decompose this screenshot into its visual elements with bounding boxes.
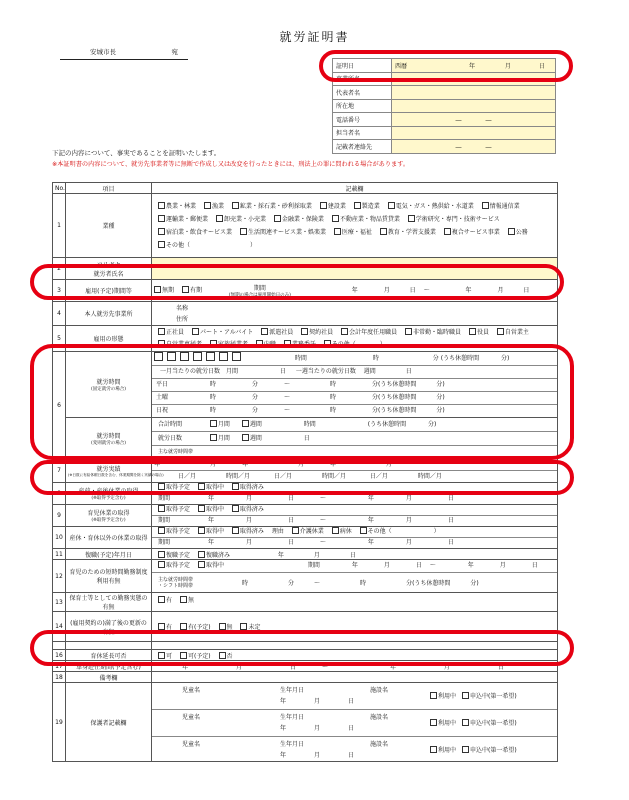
maternity-options[interactable]: 取得予定 取得中 取得済み: [152, 483, 557, 494]
industry-option[interactable]: 学術研究・専門・技術サービス: [408, 213, 500, 226]
row-label: 業種: [66, 194, 152, 258]
furigana-label: フリガナ: [96, 261, 121, 269]
monthly-days-label: 一月当たりの就労日数: [160, 368, 221, 375]
hours-row-weekday[interactable]: 平日 時 分 ～ 時 分(うち休憩時間 分): [152, 379, 557, 392]
hours-row-holiday[interactable]: 日祝 時 分 ～ 時 分(うち休憩時間 分): [152, 405, 557, 417]
industry-options: [152, 194, 558, 258]
childcare-leave-block: [152, 505, 558, 527]
workplace-name-label: 名称: [176, 304, 189, 312]
row-label: 雇用(予定)期間等: [66, 280, 152, 302]
type-option[interactable]: 役員: [469, 327, 489, 339]
work-record-label: 就労実績: [96, 465, 121, 473]
era-label: 西暦: [395, 62, 408, 70]
weekly-days-label: 一週当たりの就労日数: [295, 368, 356, 375]
cert-row: [333, 140, 556, 154]
row-no: 12: [53, 560, 66, 593]
work-record-months[interactable]: 年 月 年 月 年 月: [152, 459, 557, 471]
type-option[interactable]: 正社員: [158, 327, 184, 339]
workplace-field[interactable]: [152, 302, 558, 326]
var-days-row[interactable]: 就労日数 月間 週間 日: [152, 432, 557, 446]
var-hours-sub: (変則就労の場合): [90, 440, 126, 446]
highlight-oval-renewal: [30, 630, 574, 666]
day-label: 日: [523, 287, 530, 294]
short-time-block: [152, 560, 558, 593]
period-label: 期間 (無期の場合は雇用開始日のみ): [228, 285, 291, 298]
year-label: 年: [465, 287, 472, 294]
fixed-hours-sub: (固定就労の場合): [90, 387, 126, 392]
industry-option[interactable]: 製造業: [354, 200, 380, 213]
industry-option[interactable]: 鉱業・採石業・砂利採取業: [232, 200, 312, 213]
hours-row-saturday[interactable]: 土曜 時 分 ～ 時 分(うち休憩時間 分): [152, 392, 557, 405]
row-10: [53, 527, 558, 549]
highlight-oval-cert-date: [319, 50, 573, 82]
industry-option[interactable]: 複合サービス事業: [444, 226, 500, 239]
other-leave-block: [152, 527, 558, 549]
year-label: 年: [351, 287, 358, 294]
month-label: 月: [504, 62, 511, 70]
cert-label: 電話番号: [333, 113, 392, 127]
addressee: [60, 47, 188, 60]
industry-option[interactable]: 教育・学習支援業: [380, 226, 436, 239]
child-entry[interactable]: 児童名 生年月日 施設名 年 月 日 利用中 申込中(第一希望): [152, 710, 557, 737]
row-label: 雇用の形態: [66, 326, 152, 352]
childcare-period[interactable]: 期間 年 月 日 ～ 年 月 日: [158, 517, 454, 524]
cert-value[interactable]: [392, 99, 556, 113]
row-label: 保護者記載欄: [66, 683, 152, 762]
cert-label: 担当者名: [333, 126, 392, 140]
row-label: 育児休業の取得 (※取得予定含む): [66, 505, 152, 527]
row-no: 5: [53, 326, 66, 352]
row-label: 保育士等としての勤務実態の有無: [66, 593, 152, 612]
row-label: 備考欄: [66, 672, 152, 683]
row-no: 19: [53, 683, 66, 762]
row-label: 本人就労先事業所: [66, 302, 152, 326]
type-option[interactable]: パート・アルバイト: [192, 327, 253, 339]
work-record-sub: (※日数に有給休暇日数を含む、休業期間を除く実績の場合): [68, 472, 164, 477]
row-label: 育児のための短時間勤務制度利用有無: [66, 560, 152, 593]
fun-label: 分: [432, 355, 439, 362]
industry-option[interactable]: 農業・林業: [158, 200, 196, 213]
row-no: 3: [53, 280, 66, 302]
return-date[interactable]: 復職予定 復職済み 年 月 日: [152, 549, 558, 560]
opt-fixed[interactable]: 有期: [182, 285, 202, 294]
row-no: 7: [53, 459, 66, 483]
ji-label: 時: [372, 355, 379, 362]
industry-option[interactable]: 宿泊業・飲食サービス業: [158, 226, 232, 239]
type-option[interactable]: 非常勤・臨時職員: [405, 327, 461, 339]
cert-row: [333, 99, 556, 113]
row-label: 産前・産後休業の取得 (※取得予定含む): [66, 483, 152, 505]
renewal-options[interactable]: 有 有(予定) 無 未定: [152, 612, 558, 642]
type-option[interactable]: 内職: [256, 339, 276, 351]
row-label: 産休・育休以外の休業の取得: [66, 527, 152, 549]
document-title: 就労証明書: [279, 30, 350, 44]
industry-option[interactable]: 情報通信業: [482, 200, 520, 213]
day-label: 平日: [156, 381, 169, 388]
maternity-period[interactable]: 期間 年 月 日 ～ 年 月 日: [158, 495, 454, 502]
type-option[interactable]: 業務委託: [284, 339, 316, 351]
row-1: [53, 194, 558, 258]
var-days-label: 就労日数: [158, 435, 183, 442]
row-no: 2: [53, 258, 66, 280]
hours-label: 時間: [294, 355, 307, 362]
nichi-label: 日: [405, 368, 412, 375]
opt-indefinite[interactable]: 無期: [154, 285, 174, 294]
type-option[interactable]: その他（ ）: [324, 339, 386, 351]
industry-option[interactable]: その他（ ）: [158, 239, 256, 252]
single-assignment-period[interactable]: 年 月 日 ～ 年 月 日: [152, 661, 558, 672]
var-timeslot-row[interactable]: 主な就労時間帯: [158, 449, 194, 455]
nichi-label: 日: [279, 368, 286, 375]
row-13: [53, 593, 558, 612]
row-no: 10: [53, 527, 66, 549]
var-total-label: 合計時間: [158, 421, 183, 428]
header-no: No.: [53, 183, 66, 194]
type-option[interactable]: 家族従業者: [210, 339, 248, 351]
var-total-row[interactable]: 合計時間 月間 週間 時間 (うち休憩時間 分): [152, 418, 557, 432]
row-no: 18: [53, 672, 66, 683]
row-18: [53, 672, 558, 683]
type-option[interactable]: 派遣社員: [261, 327, 293, 339]
guardian-block: [152, 683, 558, 762]
highlight-oval-employment-period: [30, 264, 564, 300]
var-hours-label: 就労時間: [96, 432, 121, 440]
worker-name-label: 就労者氏名: [93, 270, 124, 278]
rest-label: (うち休憩時間: [440, 355, 480, 362]
addressee-suffix: 宛: [171, 48, 178, 56]
addressee-name: 安城市長: [90, 48, 116, 56]
rest-close: 分): [501, 355, 510, 362]
industry-option[interactable]: 医療・福祉: [334, 226, 372, 239]
type-option[interactable]: 会計年度任用職員: [341, 327, 397, 339]
other-leave-options[interactable]: 取得予定 取得中 取得済み 理由 介護休業 病休 その他（ ）: [152, 527, 557, 538]
industry-option[interactable]: 公務: [508, 226, 528, 239]
extension-options[interactable]: 可 可(予定) 否: [152, 650, 558, 661]
intro-text: 下記の内容について、事実であることを証明いたします。: [52, 149, 221, 157]
row-4: [53, 302, 558, 326]
nursery-staff-options[interactable]: 有 無: [152, 593, 558, 612]
child-entry[interactable]: 児童名 生年月日 施設名 年 月 日 利用中 申込中(第一希望): [152, 683, 557, 710]
row-no: 1: [53, 194, 66, 258]
cert-label: 記載者連絡先: [333, 140, 392, 154]
row-19: [53, 683, 558, 762]
row-no: 8: [53, 483, 66, 505]
industry-option[interactable]: 建設業: [320, 200, 346, 213]
highlight-oval-work-record: [30, 460, 574, 495]
remarks-field[interactable]: [152, 672, 558, 683]
cert-label: 所在地: [333, 99, 392, 113]
day-label: 日: [538, 62, 545, 70]
day-label: 日祝: [156, 407, 169, 414]
row-no: 14: [53, 612, 66, 642]
row-no: 6: [53, 352, 66, 459]
row-label: 単身赴任期間(予定含む): [66, 661, 152, 672]
row-label: 育休延長可否: [66, 650, 152, 661]
cert-label: 事業所名: [333, 72, 392, 86]
industry-option[interactable]: 漁業: [204, 200, 224, 213]
warning-text: ※本証明書の内容について、就労先事業者等に無断で作成し又は改変を行ったときには、刑法上の罪に問われる場合があります。: [52, 161, 410, 168]
fixed-hours-label: 就労時間: [96, 379, 121, 386]
row-no: 4: [53, 302, 66, 326]
cert-row: [333, 126, 556, 140]
year-label: 年: [468, 62, 475, 70]
row-no: 11: [53, 549, 66, 560]
childcare-options[interactable]: 取得予定 取得中 取得済み: [152, 505, 557, 516]
work-record-values[interactable]: 日／月 時間／月 日／月 時間／月 日／月 時間／月: [178, 473, 442, 480]
month-label: 月: [383, 287, 390, 294]
short-time-hours[interactable]: 主な就労時間帯 ・シフト時間帯 時 分 ～ 時 分 (うち休憩時間 分): [158, 576, 479, 589]
week-opt: 週間: [363, 368, 376, 375]
row-no: 17: [53, 661, 66, 672]
industry-option[interactable]: 運輸業・郵便業: [158, 213, 208, 226]
header-entry: 記載欄: [152, 183, 558, 194]
child-entry[interactable]: 児童名 生年月日 施設名 年 月 日 利用中 申込中(第一希望): [182, 741, 517, 759]
industry-option[interactable]: 卸売業・小売業: [216, 213, 266, 226]
month-label: 月: [497, 287, 504, 294]
day-label: 土曜: [156, 394, 169, 401]
row-label: (雇用契約の)満了後の更新の有無: [66, 612, 152, 642]
cert-row: [333, 86, 556, 100]
cert-label: 代表者名: [333, 86, 392, 100]
day-label: 日: [409, 287, 416, 294]
cert-row: [333, 113, 556, 127]
highlight-oval-work-hours: [30, 344, 574, 460]
row-12: [53, 560, 558, 593]
row-11: [53, 549, 558, 560]
cert-value[interactable]: ― ―: [392, 113, 556, 127]
row-9: [53, 505, 558, 527]
row-no: 9: [53, 505, 66, 527]
cert-date-label: 証明日: [333, 59, 392, 73]
type-option[interactable]: 契約社員: [301, 327, 333, 339]
cert-value[interactable]: ― ―: [392, 140, 556, 154]
header-row: [53, 183, 558, 194]
row-no: 16: [53, 650, 66, 661]
month-opt: 月間: [225, 368, 238, 375]
cert-value[interactable]: [392, 86, 556, 100]
workplace-address-label: 住所: [176, 315, 189, 323]
industry-option[interactable]: 不動産業・物品賃貸業: [332, 213, 400, 226]
tilde: ～: [423, 287, 430, 294]
header-item: 項目: [66, 183, 152, 194]
row-label: 復職(予定)年月日: [66, 549, 152, 560]
short-time-options[interactable]: 取得予定 取得中 期間 年 月 日 ～ 年 月 日: [152, 560, 557, 573]
type-option[interactable]: 自営業主: [497, 327, 529, 339]
type-option[interactable]: 自営業専従者: [158, 339, 202, 351]
industry-option[interactable]: 金融業・保険業: [274, 213, 324, 226]
industry-option[interactable]: 生活関連サービス業・娯楽業: [240, 226, 326, 239]
cert-value[interactable]: [392, 126, 556, 140]
industry-option[interactable]: 電気・ガス・熱供給・水道業: [388, 200, 474, 213]
other-leave-period[interactable]: 期間 年 月 日 ～ 年 月 日: [158, 539, 454, 546]
row-no: 13: [53, 593, 66, 612]
